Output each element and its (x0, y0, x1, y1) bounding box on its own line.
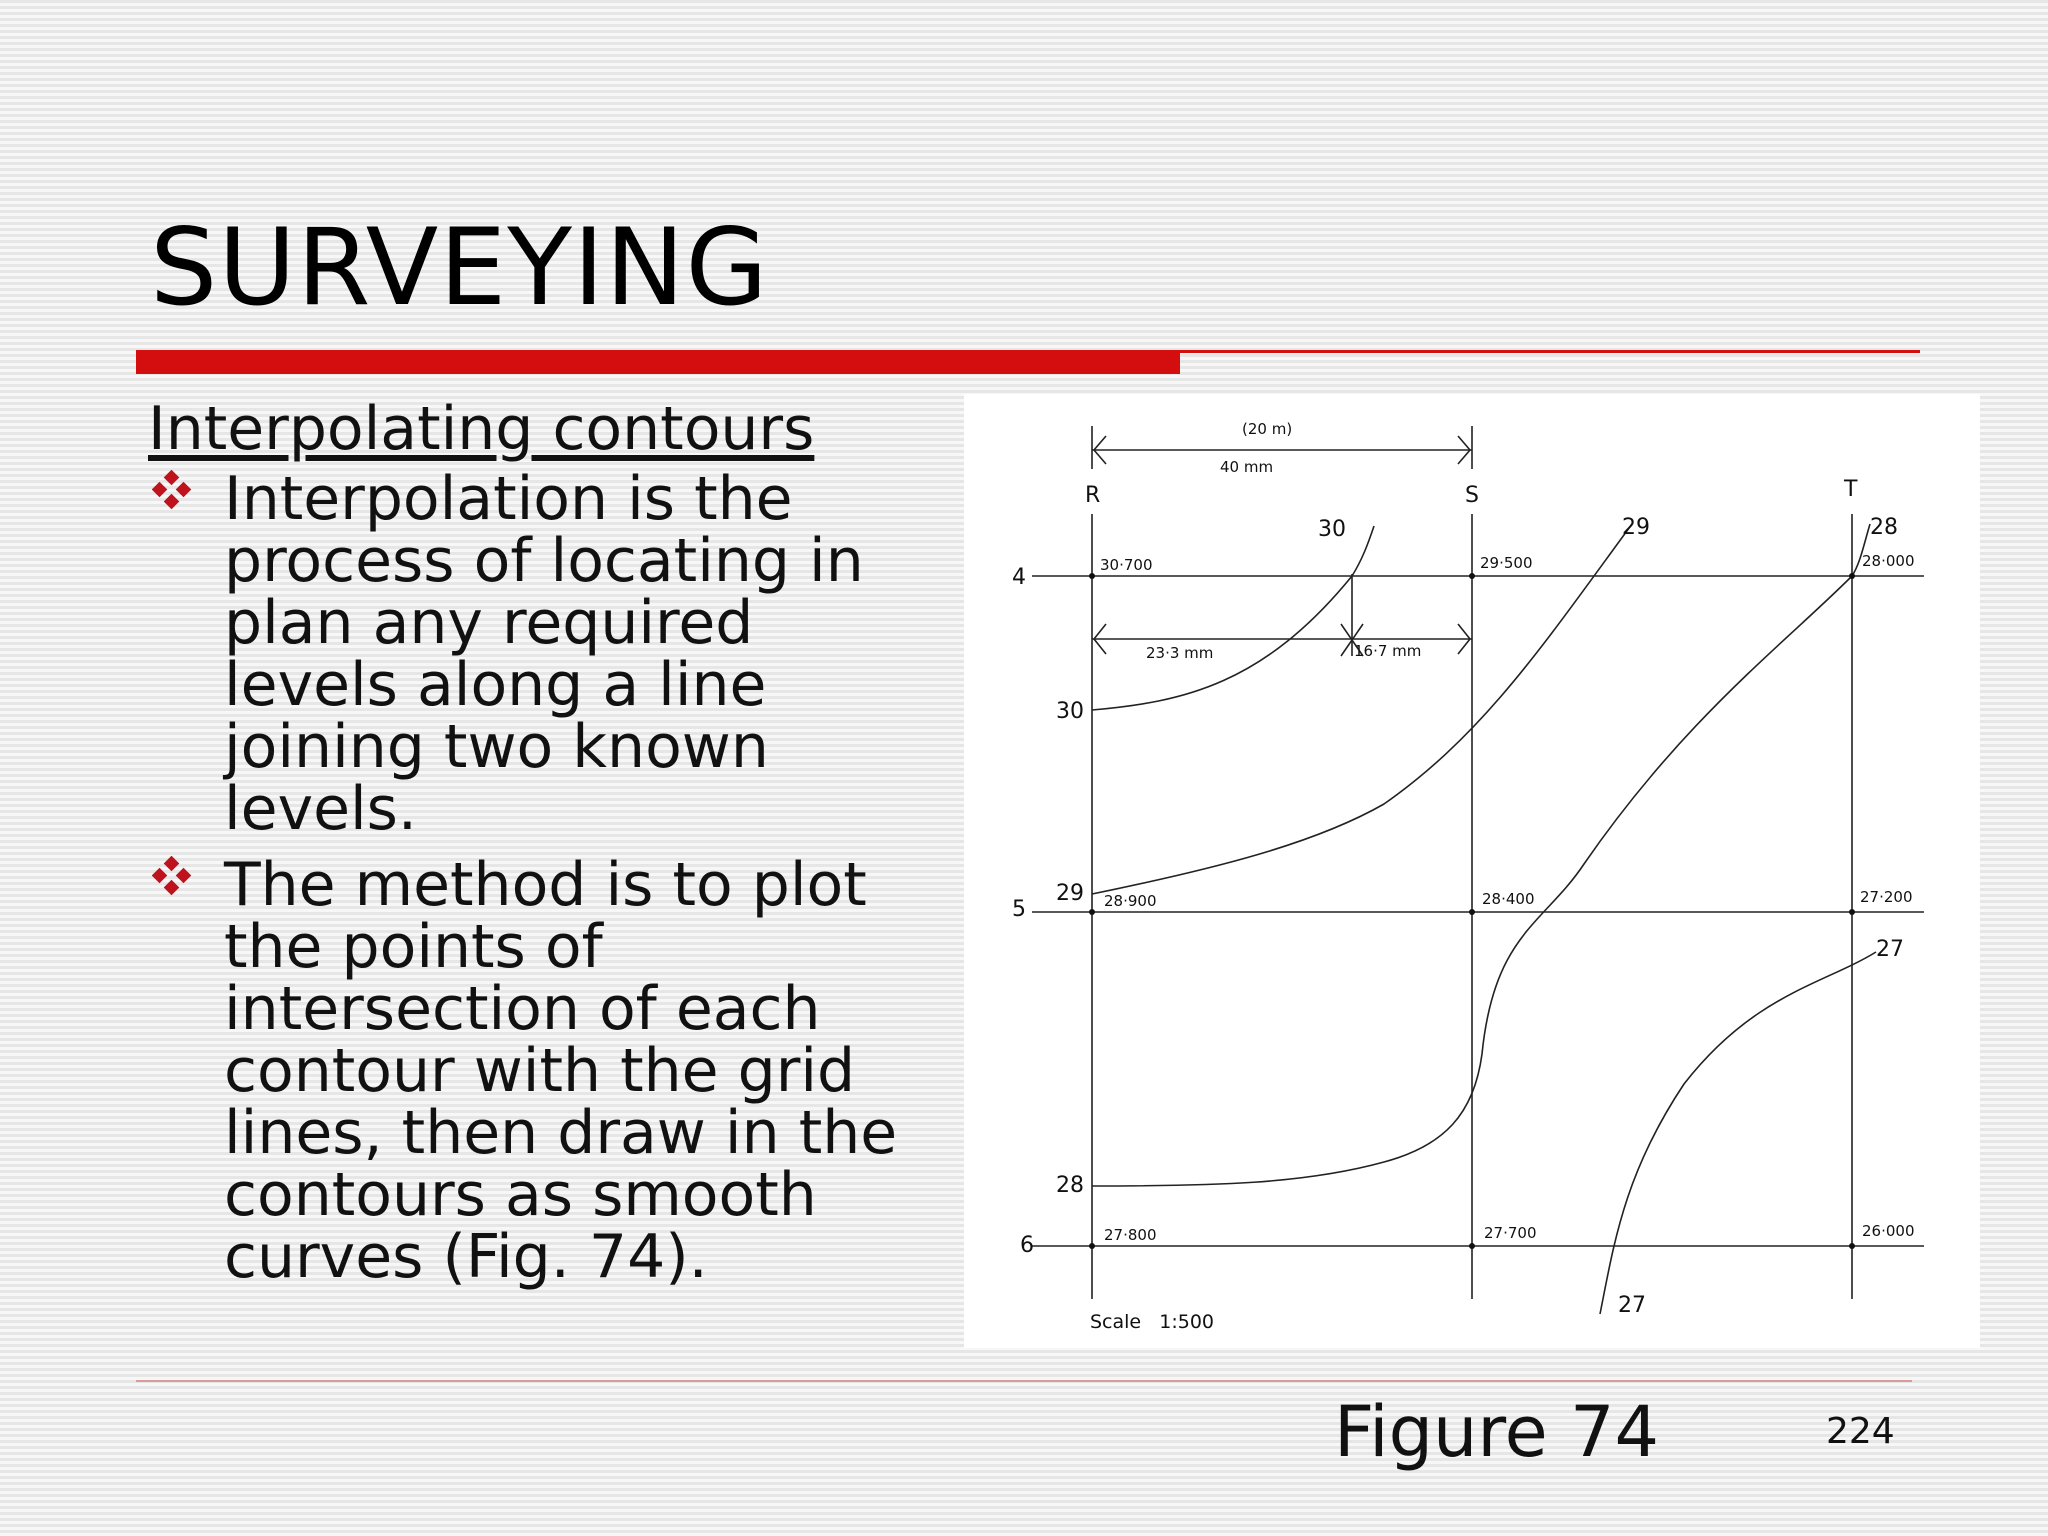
dimension-label-20m: (20 m) (1242, 420, 1293, 438)
row-label-5: 5 (1012, 897, 1026, 922)
dimension-label-40mm: 40 mm (1220, 458, 1274, 476)
spot-level-r6: 27·800 (1104, 1226, 1157, 1244)
text-content (148, 396, 928, 1302)
title-underline-bar (136, 350, 1180, 374)
section-subtitle: Interpolating contours (148, 394, 815, 464)
spot-level-t6: 26·000 (1862, 1222, 1915, 1240)
bullet-item (148, 850, 928, 1292)
contour-label-30-top: 30 (1318, 517, 1346, 542)
contour-label-30-left: 30 (1056, 699, 1084, 724)
spot-level-s4: 29·500 (1480, 554, 1533, 572)
contour-label-27-right: 27 (1876, 937, 1904, 962)
row-label-6: 6 (1020, 1233, 1034, 1258)
diamond-bullet-icon (152, 856, 192, 896)
contour-30 (1092, 526, 1374, 710)
contour-27 (1600, 952, 1876, 1314)
bullet-text: The method is to plot the points of intersection of each contour with the grid lines, then draw in the contours as smooth curves (Fig. 74). (224, 850, 898, 1292)
contour-label-29-left: 29 (1056, 881, 1084, 906)
bullet-text: Interpolation is the process of locating in plan any required levels along a line joining two known levels. (224, 464, 864, 844)
page-number: 224 (1826, 1411, 1895, 1452)
contour-label-28-left: 28 (1056, 1173, 1084, 1198)
contour-29 (1092, 524, 1632, 894)
interp-label-right: 16·7 mm (1354, 642, 1422, 660)
spot-level-s6: 27·700 (1484, 1224, 1537, 1242)
contour-label-28-top: 28 (1870, 515, 1898, 540)
contour-label-29-top: 29 (1622, 515, 1650, 540)
contour-label-27-bottom: 27 (1618, 1293, 1646, 1318)
spot-level-t4: 28·000 (1862, 552, 1915, 570)
spot-level-t5: 27·200 (1860, 888, 1913, 906)
contour-diagram (964, 394, 1980, 1348)
spot-level-s5: 28·400 (1482, 890, 1535, 908)
column-label-t: T (1844, 477, 1858, 502)
figure-caption: Figure 74 (1334, 1391, 1660, 1473)
row-label-4: 4 (1012, 565, 1026, 590)
bullet-item (148, 464, 928, 844)
spot-level-r5: 28·900 (1104, 892, 1157, 910)
contour-figure (964, 394, 1980, 1348)
slide-title: SURVEYING (150, 206, 769, 329)
interp-label-left: 23·3 mm (1146, 644, 1214, 662)
diamond-bullet-icon (152, 470, 192, 510)
spot-level-r4: 30·700 (1100, 556, 1153, 574)
contour-28 (1092, 524, 1870, 1186)
scale-label: Scale 1:500 (1090, 1311, 1214, 1333)
column-label-r: R (1085, 483, 1101, 508)
title-underline-thin (1180, 350, 1920, 353)
footer-divider (136, 1380, 1912, 1382)
column-label-s: S (1465, 483, 1479, 508)
